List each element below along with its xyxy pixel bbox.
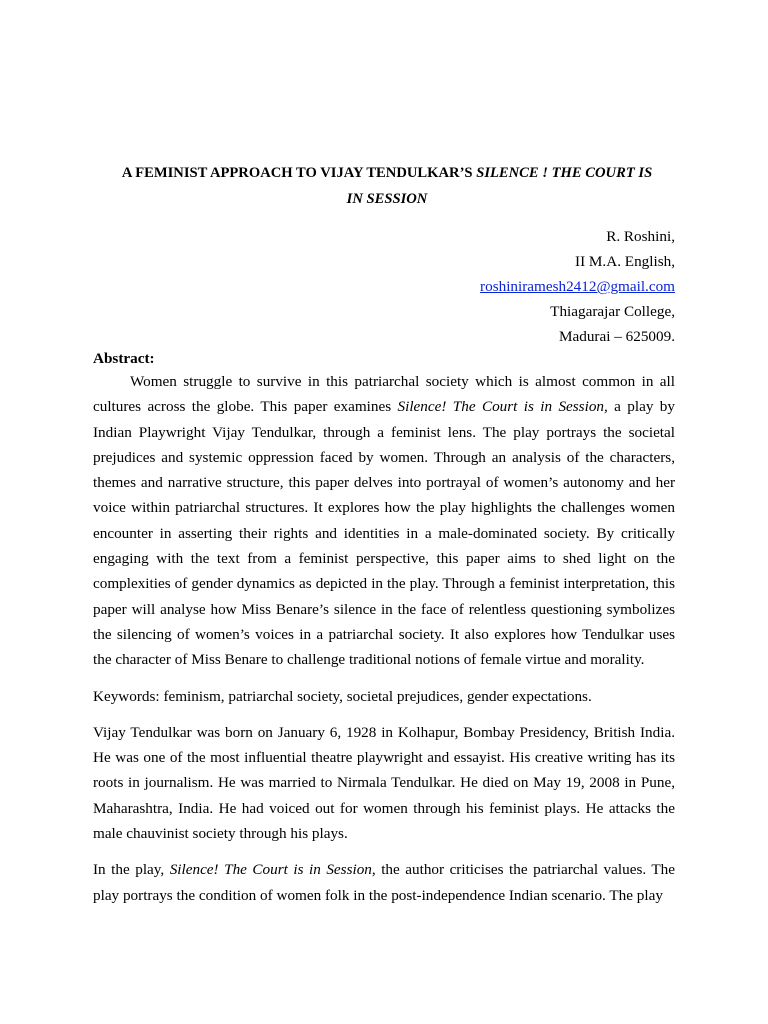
title-italic-line-2: IN SESSION [346,191,428,207]
author-city: Madurai – 625009. [559,328,675,345]
title-main: A FEMINIST APPROACH TO VIJAY TENDULKAR’S [121,165,477,181]
play-paragraph [93,857,675,908]
author-college: Thiagarajar College, [550,303,675,320]
keywords-line: Keywords: feminism, patriarchal society, societal prejudices, gender expectations. [93,687,592,705]
play-title-italic: Silence! The Court is in Session [169,861,372,879]
paper-title [93,160,675,212]
abstract-paragraph [93,369,675,673]
play-text-1: In the play, [93,861,170,879]
paper-page [93,160,675,908]
bio-paragraph: Vijay Tendulkar was born on January 6, 1928 in Kolhapur, Bombay Presidency, British India. He was one of the most influential theatre playwright and essayist. His creative writing has its roots in journalism. He was married to Nirmala Tendulkar. He died on May 19, 2008 in Pune, Maharashtra, India. He had voiced out for women through his feminist plays. He attacks the male chauvinist society through his plays. [93,723,675,843]
abstract-text-2: a play by Indian Playwright Vijay Tendulkar, through a feminist lens. The play portrays the societal prejudices and systemic oppression faced by women. Through an analysis of the characters, themes and narrative structure, this paper delves into portrayal of women’s autonomy and her voice within patriarchal structures. It explores how the play highlights the challenges women encounter in asserting their rights and identities in a male-dominated society. By critically engaging with the text from a feminist perspective, this paper aims to shed light on the complexities of gender dynamics as depicted in the play. Through a feminist interpretation, this paper will analyse how Miss Benare’s silence in the face of relentless questioning symbolizes the silencing of women’s voices in a patriarchal society. It also explores how Tendulkar uses the character of Miss Benare to challenge traditional notions of female virtue and morality. [93,398,675,669]
author-block [93,224,675,349]
title-italic-line-1: SILENCE ! THE COURT IS [476,165,653,181]
author-email-link[interactable]: roshiniramesh2412@gmail.com [480,278,675,295]
author-course: II M.A. English, [575,253,675,270]
play-text-2: , the author criticises the patriarchal values. The play portrays the condition of women folk in the post-independence Indian scenario. The play [93,861,675,904]
abstract-text-1: Women struggle to survive in this patriarchal society which is almost common in all cultures across the globe. This paper examines [93,373,675,416]
author-name: R. Roshini, [606,228,675,245]
abstract-play-title: Silence! The Court is in Session, [397,398,608,416]
abstract-heading: Abstract: [93,350,155,367]
